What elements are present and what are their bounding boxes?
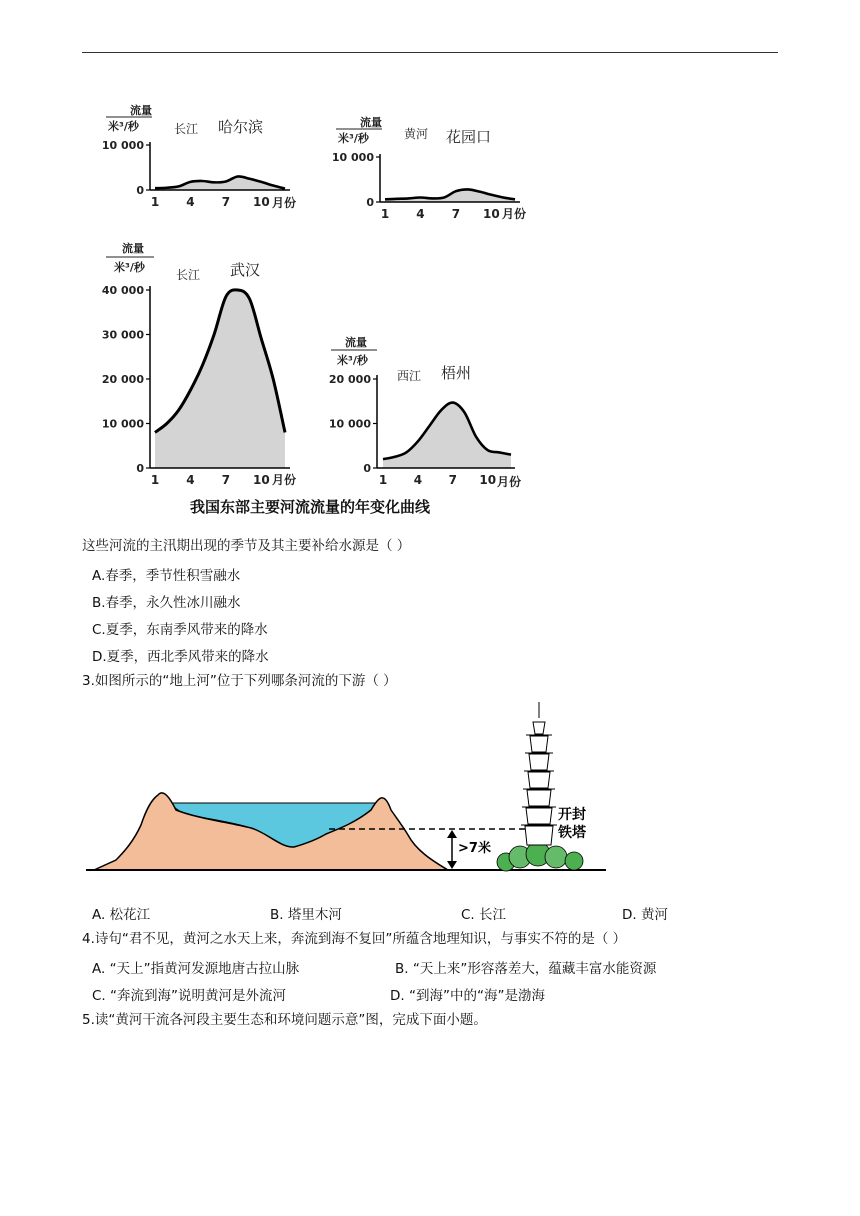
y-tick-label: 20 000 — [101, 373, 144, 386]
x-tick-label: 7 — [451, 207, 461, 221]
y-ticks — [329, 373, 377, 475]
q3-option-d[interactable]: D. 黄河 — [622, 907, 668, 923]
q3-option-a[interactable]: A. 松花江 — [92, 907, 151, 923]
y-ticks — [102, 284, 150, 475]
tower-label-2: 铁塔 — [558, 825, 586, 841]
y-unit2-label: 米³/秒 — [338, 132, 369, 145]
chart-huayuankou — [330, 112, 540, 227]
y-unit-label: 流量 — [130, 104, 152, 117]
q2-stem: 这些河流的主汛期出现的季节及其主要补给水源是（ ） — [82, 538, 411, 554]
y-tick-label: 0 — [363, 462, 371, 475]
x-tick-label: 10 — [479, 473, 497, 487]
y-unit-label: 流量 — [360, 116, 382, 129]
x-tick-label: 10 — [253, 195, 270, 209]
q2-option-b[interactable]: B.春季，永久性冰川融水 — [92, 595, 241, 611]
station-label: 哈尔滨 — [218, 118, 264, 136]
chart-wuzhou — [325, 333, 535, 493]
pagoda-icon — [521, 702, 557, 845]
x-unit-label: 月份 — [272, 196, 297, 210]
q4-stem: 4.诗句“君不见，黄河之水天上来，奔流到海不复回”所蕴含地理知识，与事实不符的是（ ） — [82, 931, 627, 947]
chart-harbin — [100, 100, 310, 215]
height-label: >7米 — [458, 841, 491, 856]
x-ticks — [379, 473, 496, 487]
x-tick-label: 4 — [186, 195, 195, 209]
x-tick-label: 4 — [416, 207, 425, 221]
x-tick-label: 1 — [150, 195, 160, 209]
x-tick-label: 4 — [186, 473, 195, 487]
y-tick-label: 10 000 — [101, 417, 144, 431]
y-unit2-label: 米³/秒 — [108, 120, 139, 133]
y-tick-label: 20 000 — [328, 373, 371, 386]
tower-label: 开封 — [558, 807, 586, 823]
y-tick-label: 0 — [136, 184, 144, 197]
river-label: 西江 — [397, 369, 422, 383]
station-label: 武汉 — [230, 261, 261, 279]
q2-option-d[interactable]: D.夏季，西北季风带来的降水 — [92, 649, 269, 665]
x-tick-label: 1 — [378, 473, 388, 487]
q4-option-a[interactable]: A. “天上”指黄河发源地唐古拉山脉 — [92, 961, 300, 977]
river-label: 长江 — [176, 268, 201, 282]
y-unit2-label: 米³/秒 — [114, 261, 145, 274]
x-ticks — [151, 195, 270, 209]
x-ticks — [151, 473, 270, 487]
above-ground-river-figure — [86, 700, 616, 880]
y-tick-label: 10 000 — [101, 139, 144, 152]
q5-stem: 5.读“黄河干流各河段主要生态和环境问题示意”图，完成下面小题。 — [82, 1012, 487, 1028]
q3-stem: 3.如图所示的“地上河”位于下列哪条河流的下游（ ） — [82, 673, 397, 689]
trees-icon — [497, 842, 583, 871]
x-tick-label: 7 — [221, 195, 231, 209]
x-unit-label: 月份 — [497, 475, 522, 489]
x-tick-label: 10 — [253, 473, 270, 487]
y-unit-label: 流量 — [122, 242, 144, 255]
x-ticks — [381, 207, 500, 221]
q4-option-b[interactable]: B. “天上来”形容落差大，蕴藏丰富水能资源 — [395, 961, 657, 977]
station-label: 花园口 — [446, 128, 492, 146]
figure-caption: 我国东部主要河流流量的年变化曲线 — [190, 498, 431, 516]
river-label: 长江 — [174, 122, 199, 136]
y-tick-label: 10 000 — [328, 417, 371, 431]
station-label: 梧州 — [441, 364, 472, 382]
y-tick-label: 0 — [136, 462, 144, 475]
x-tick-label: 7 — [221, 473, 231, 487]
x-unit-label: 月份 — [272, 473, 297, 487]
y-tick-label: 10 000 — [331, 151, 374, 164]
q4-option-d[interactable]: D. “到海”中的“海”是渤海 — [390, 988, 545, 1004]
y-ticks — [102, 139, 150, 197]
x-tick-label: 1 — [150, 473, 160, 487]
river-label: 黄河 — [404, 127, 429, 141]
y-ticks — [332, 151, 380, 209]
y-tick-label: 40 000 — [101, 284, 144, 297]
q2-option-c[interactable]: C.夏季，东南季风带来的降水 — [92, 622, 268, 638]
y-unit2-label: 米³/秒 — [337, 354, 368, 367]
top-rule — [82, 52, 778, 53]
q3-option-b[interactable]: B. 塔里木河 — [270, 907, 342, 923]
chart-wuhan — [100, 238, 310, 488]
q2-option-a[interactable]: A.春季，季节性积雪融水 — [92, 568, 241, 584]
x-tick-label: 4 — [413, 473, 423, 487]
y-unit-label: 流量 — [345, 336, 367, 349]
y-tick-label: 30 000 — [101, 328, 144, 342]
y-tick-label: 0 — [366, 196, 374, 209]
x-tick-label: 1 — [380, 207, 390, 221]
q3-option-c[interactable]: C. 长江 — [461, 907, 507, 923]
flow-area — [383, 403, 511, 468]
x-unit-label: 月份 — [502, 207, 527, 221]
x-tick-label: 7 — [448, 473, 457, 487]
q4-option-c[interactable]: C. “奔流到海”说明黄河是外流河 — [92, 988, 286, 1004]
x-tick-label: 10 — [483, 207, 500, 221]
